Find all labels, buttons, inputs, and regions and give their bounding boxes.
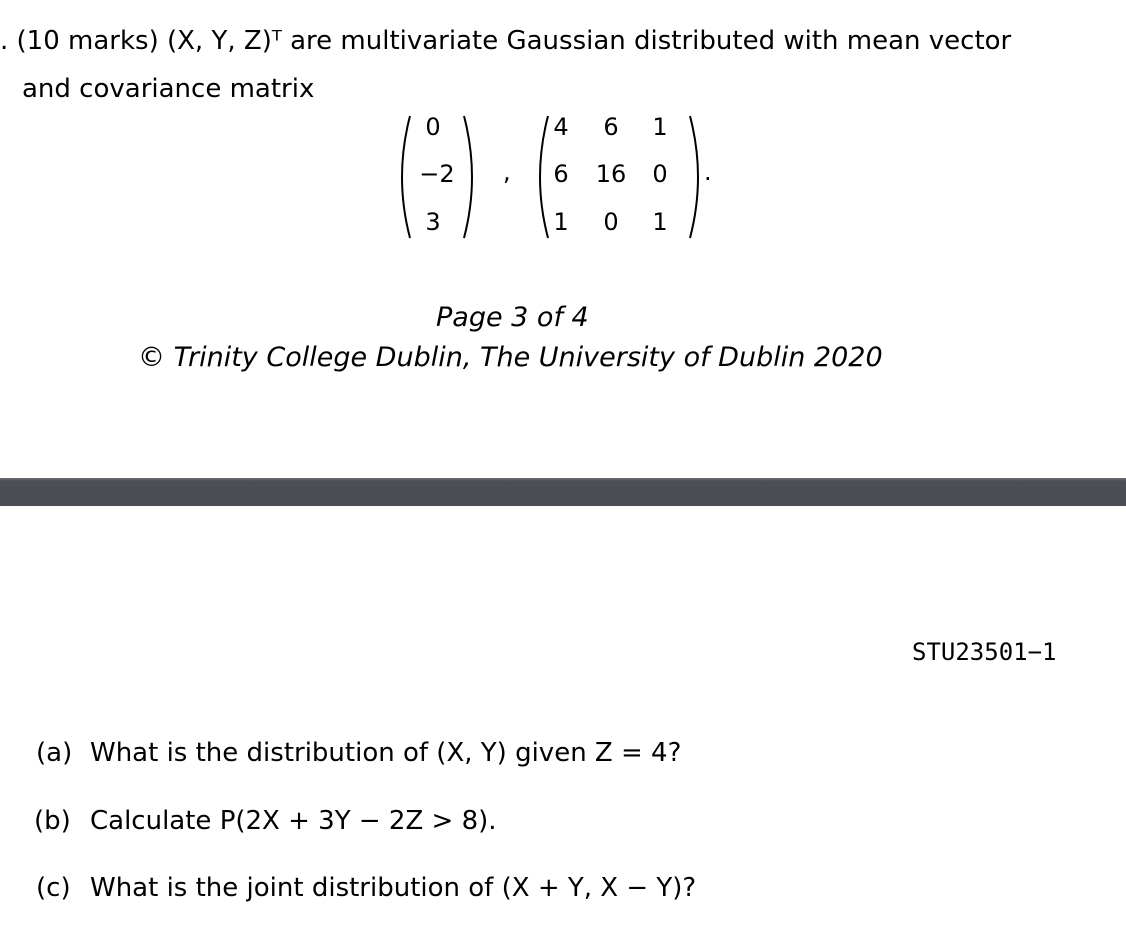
sub-question-c: What is the joint distribution of (X + Y, X − Y)?: [90, 873, 697, 903]
vector-separator: ,: [503, 158, 511, 186]
mean-value: −2: [419, 160, 455, 188]
copyright-notice: © Trinity College Dublin, The University of Dublin 2020: [138, 342, 883, 373]
covariance-cell: 1: [652, 208, 668, 236]
sub-question-c-label: (c): [36, 873, 71, 903]
covariance-cell: 6: [553, 160, 569, 188]
question-line-1: . (10 marks) (X, Y, Z)ᵀ are multivariate Gaussian distributed with mean vector: [0, 26, 1012, 56]
sub-question-a: What is the distribution of (X, Y) given Z = 4?: [90, 738, 682, 768]
covariance-cell: 6: [603, 113, 619, 141]
covariance-cell: 16: [595, 160, 627, 188]
mean-value: 0: [425, 113, 441, 141]
covariance-cell: 0: [603, 208, 619, 236]
matrix-end-period: .: [704, 158, 712, 186]
sub-question-a-label: (a): [36, 738, 73, 768]
mean-value: 3: [425, 208, 441, 236]
sub-question-b-label: (b): [34, 806, 71, 836]
covariance-cell: 1: [652, 113, 668, 141]
sub-question-b: Calculate P(2X + 3Y − 2Z > 8).: [90, 806, 497, 836]
covariance-cell: 1: [553, 208, 569, 236]
question-line-2: and covariance matrix: [22, 74, 315, 104]
page-number: Page 3 of 4: [436, 302, 589, 333]
page-divider: [0, 478, 1126, 506]
course-code: STU23501−1: [912, 638, 1057, 666]
covariance-cell: 4: [553, 113, 569, 141]
covariance-cell: 0: [652, 160, 668, 188]
